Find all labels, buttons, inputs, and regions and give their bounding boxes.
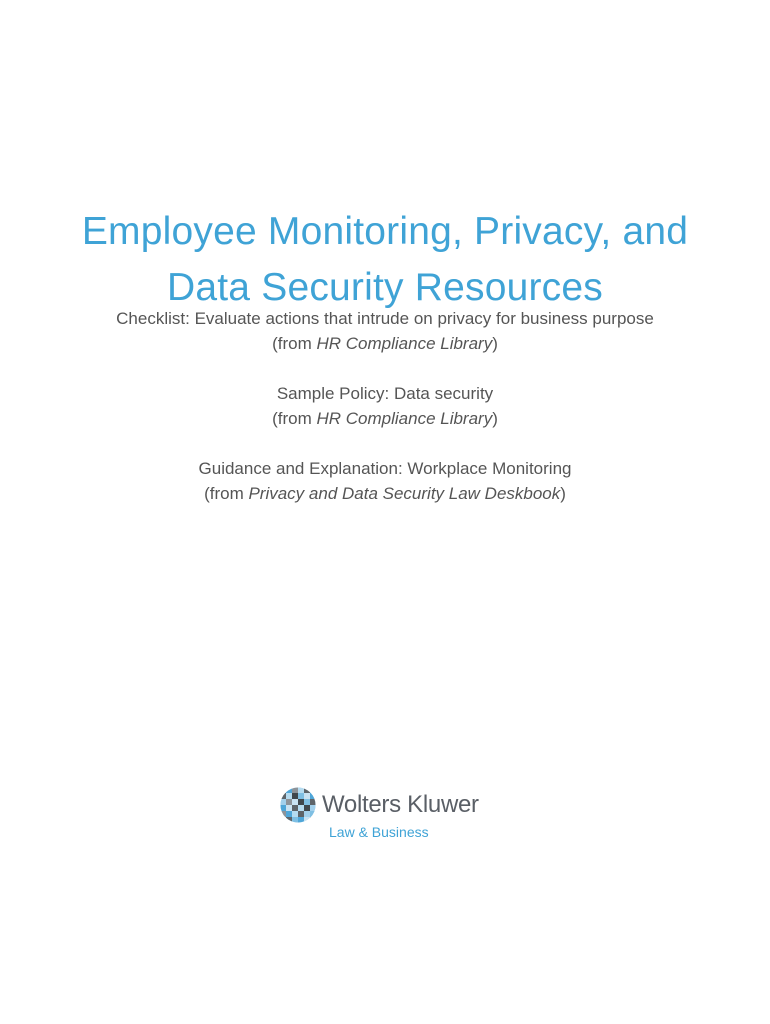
resource-name: Guidance and Explanation: Workplace Monitoring — [198, 459, 572, 478]
resource-item-guidance — [0, 456, 770, 506]
resource-list — [0, 306, 770, 531]
resource-source: (from HR Compliance Library) — [272, 334, 498, 353]
source-title: HR Compliance Library — [316, 334, 493, 353]
logo-name: Wolters Kluwer — [322, 791, 479, 818]
resource-name: Checklist: Evaluate actions that intrude on privacy for business purpose — [116, 309, 654, 328]
page-title — [0, 204, 770, 316]
title-line-2: Data Security Resources — [167, 266, 603, 310]
publisher-logo — [278, 785, 498, 845]
resource-source: (from Privacy and Data Security Law Deskbook) — [204, 484, 566, 503]
source-title: HR Compliance Library — [316, 409, 493, 428]
logo-subtitle: Law & Business — [329, 824, 429, 840]
title-line-1: Employee Monitoring, Privacy, and — [81, 210, 689, 254]
resource-name: Sample Policy: Data security — [276, 384, 494, 403]
wolters-kluwer-logo-icon — [280, 787, 316, 823]
source-title: Privacy and Data Security Law Deskbook — [248, 484, 561, 503]
resource-item-sample-policy — [0, 381, 770, 431]
resource-source: (from HR Compliance Library) — [272, 409, 498, 428]
resource-item-checklist — [0, 306, 770, 356]
